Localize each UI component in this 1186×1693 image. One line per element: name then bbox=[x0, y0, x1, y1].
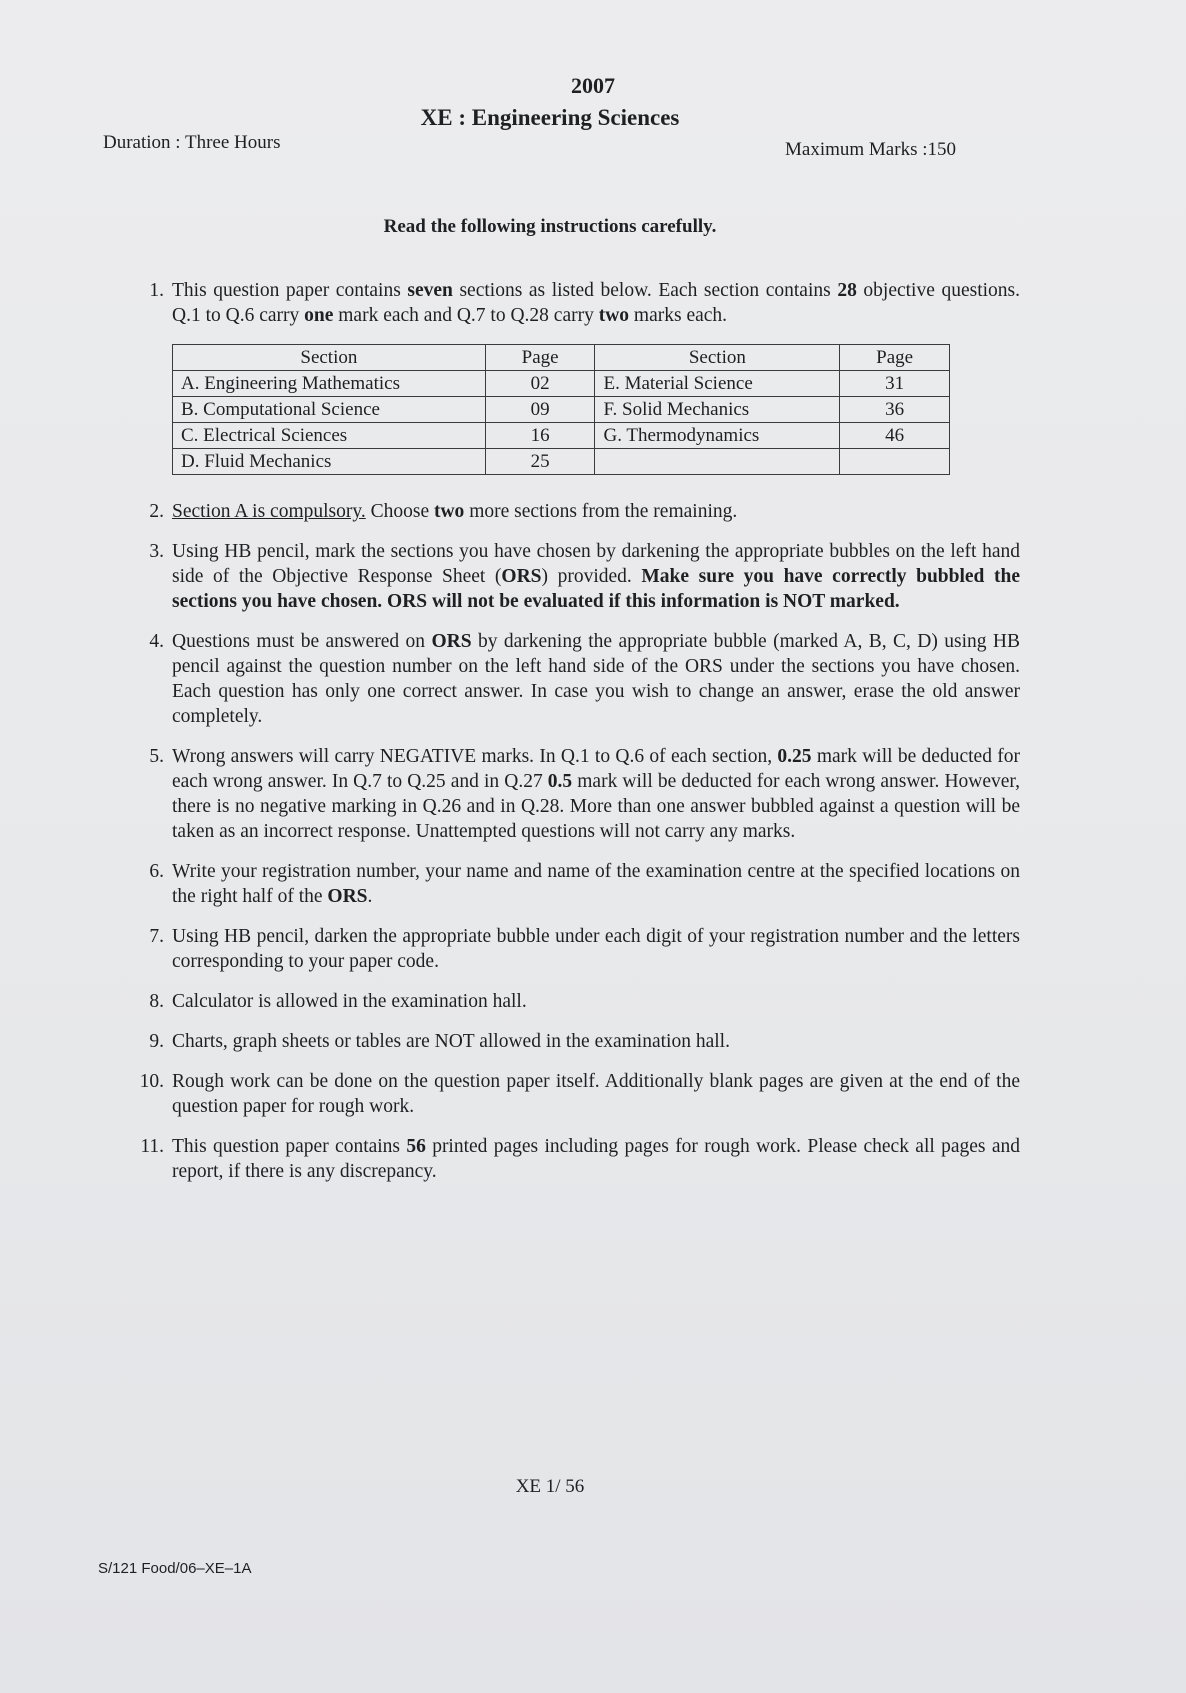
instruction-text: by darkening the appropriate bubble (marked A, B, C, D) using HB pencil against the question number on the left hand side of the ORS under the sections you have chosen. Each question has only one correct answer. In case you wish to change an answer, erase the old answer completely. bbox=[172, 631, 1021, 727]
instruction-item bbox=[130, 924, 1020, 974]
instruction-number: 8. bbox=[149, 991, 164, 1012]
instruction-bold: ORS bbox=[327, 886, 368, 907]
instruction-bold: two bbox=[433, 501, 465, 522]
instruction-item bbox=[130, 539, 1020, 614]
instruction-text: more sections from the remaining. bbox=[464, 501, 738, 522]
instruction-bold: seven bbox=[407, 280, 453, 301]
instruction-number: 7. bbox=[149, 926, 164, 947]
instruction-text: objective questions. Q.1 to Q.6 carry bbox=[172, 280, 1020, 326]
table-cell: E. Material Science bbox=[595, 371, 840, 397]
instruction-number: 1. bbox=[149, 280, 164, 301]
table-cell: 46 bbox=[840, 423, 950, 449]
instruction-text: mark will be deducted for each wrong answer. However, there is no negative marking in Q.26 and in Q.28. More than one answer bubbled against a question will be taken as an incorrect response. Unattempted questions will not carry any marks. bbox=[172, 771, 1021, 842]
instruction-text: Calculator is allowed in the examination hall. bbox=[172, 991, 527, 1012]
instruction-item bbox=[130, 1029, 1020, 1054]
instruction-bold: ORS bbox=[501, 566, 542, 587]
instruction-number: 3. bbox=[149, 541, 164, 562]
instruction-text: Charts, graph sheets or tables are NOT allowed in the examination hall. bbox=[172, 1031, 730, 1052]
page-number: XE 1/ 56 bbox=[515, 1476, 585, 1497]
sections-table bbox=[172, 344, 950, 475]
table-header: Page bbox=[485, 345, 595, 371]
instruction-underlined: Section A is compulsory. bbox=[172, 501, 366, 522]
paper-code: S/121 Food/06–XE–1A bbox=[98, 1560, 252, 1577]
duration-label: Duration : Three Hours bbox=[103, 132, 281, 153]
instruction-number: 5. bbox=[149, 746, 164, 767]
instruction-bold: 56 bbox=[406, 1136, 426, 1157]
table-cell: C. Electrical Sciences bbox=[173, 423, 486, 449]
table-header-row bbox=[173, 345, 950, 371]
table-cell: D. Fluid Mechanics bbox=[173, 449, 486, 475]
table-row bbox=[173, 397, 950, 423]
table-row bbox=[173, 449, 950, 475]
instruction-bold: one bbox=[304, 305, 334, 326]
instruction-number: 10. bbox=[139, 1071, 164, 1092]
instruction-text: Wrong answers will carry NEGATIVE marks. In Q.1 to Q.6 of each section, bbox=[172, 746, 778, 767]
instruction-text: Write your registration number, your name and name of the examination centre at the specified locations on the right half of the bbox=[172, 861, 1020, 907]
instruction-text: ) provided. bbox=[541, 566, 642, 587]
table-cell: A. Engineering Mathematics bbox=[173, 371, 486, 397]
paper-title: XE : Engineering Sciences bbox=[420, 105, 680, 130]
table-row bbox=[173, 371, 950, 397]
instruction-text: Using HB pencil, darken the appropriate bubble under each digit of your registration number and the letters corresponding to your paper code. bbox=[172, 926, 1020, 972]
instructions-list bbox=[130, 278, 1020, 1199]
instruction-text: marks each. bbox=[629, 305, 728, 326]
instruction-number: 9. bbox=[149, 1031, 164, 1052]
table-cell: 09 bbox=[485, 397, 595, 423]
instruction-item bbox=[130, 989, 1020, 1014]
table-cell: 31 bbox=[840, 371, 950, 397]
instruction-text: printed pages including pages for rough work. Please check all pages and report, if there is any discrepancy. bbox=[172, 1136, 1020, 1182]
instruction-item bbox=[130, 859, 1020, 909]
table-cell: 25 bbox=[485, 449, 595, 475]
instruction-text: mark each and Q.7 to Q.28 carry bbox=[333, 305, 599, 326]
instruction-item bbox=[130, 1134, 1020, 1184]
instruction-bold: 28 bbox=[837, 280, 857, 301]
instruction-number: 4. bbox=[149, 631, 164, 652]
instruction-number: 6. bbox=[149, 861, 164, 882]
instruction-text: Choose bbox=[365, 501, 434, 522]
instruction-bold: two bbox=[598, 305, 630, 326]
exam-year: 2007 bbox=[571, 73, 615, 98]
table-cell: 02 bbox=[485, 371, 595, 397]
table-header: Section bbox=[595, 345, 840, 371]
instruction-bold: Make sure you have correctly bubbled the sections you have chosen. ORS will not be evaluated if this information is NOT marked. bbox=[172, 566, 1020, 612]
instruction-text: . bbox=[367, 886, 373, 907]
table-cell: G. Thermodynamics bbox=[595, 423, 840, 449]
instruction-text: This question paper contains bbox=[172, 280, 408, 301]
instruction-item bbox=[130, 499, 1020, 524]
instruction-text: Questions must be answered on bbox=[172, 631, 432, 652]
table-header: Page bbox=[840, 345, 950, 371]
instruction-bold: ORS bbox=[431, 631, 472, 652]
instructions-heading: Read the following instructions carefully. bbox=[383, 216, 717, 237]
table-cell: F. Solid Mechanics bbox=[595, 397, 840, 423]
instruction-bold: 0.25 bbox=[777, 746, 812, 767]
table-cell bbox=[595, 449, 840, 475]
table-cell: 16 bbox=[485, 423, 595, 449]
instruction-text: This question paper contains bbox=[172, 1136, 407, 1157]
instruction-item bbox=[130, 629, 1020, 729]
max-marks-label: Maximum Marks :150 bbox=[785, 139, 956, 160]
instruction-text: sections as listed below. Each section contains bbox=[452, 280, 838, 301]
instruction-item bbox=[130, 744, 1020, 844]
instruction-text: mark will be deducted for each wrong answer. In Q.7 to Q.25 and in Q.27 bbox=[172, 746, 1020, 792]
instruction-text: Using HB pencil, mark the sections you have chosen by darkening the appropriate bubbles on the left hand side of the Objective Response Sheet ( bbox=[172, 541, 1020, 587]
instruction-number: 11. bbox=[140, 1136, 164, 1157]
table-header: Section bbox=[173, 345, 486, 371]
table-cell: 36 bbox=[840, 397, 950, 423]
table-row bbox=[173, 423, 950, 449]
instruction-bold: 0.5 bbox=[547, 771, 573, 792]
instruction-item bbox=[130, 278, 1020, 475]
table-cell: B. Computational Science bbox=[173, 397, 486, 423]
instruction-number: 2. bbox=[149, 501, 164, 522]
instruction-item bbox=[130, 1069, 1020, 1119]
instruction-text: Rough work can be done on the question paper itself. Additionally blank pages are given at the end of the question paper for rough work. bbox=[172, 1071, 1020, 1117]
table-cell bbox=[840, 449, 950, 475]
